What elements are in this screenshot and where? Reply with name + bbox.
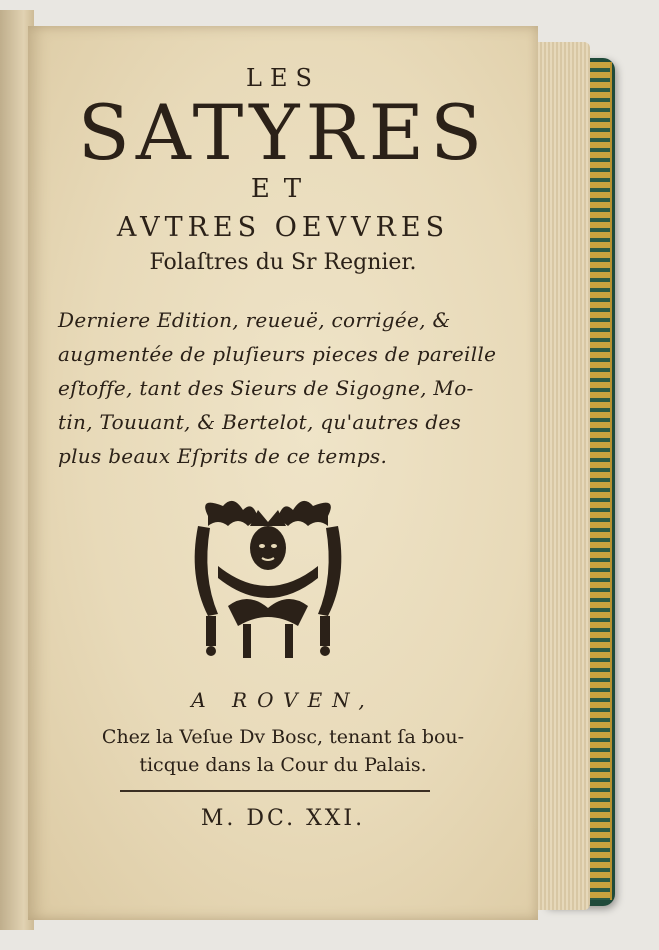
title-et: ET — [250, 174, 316, 204]
subtitle-line-2: augmentée de pluſieurs pieces de pareille — [58, 342, 497, 366]
subtitle-line-5: plus beaux Eſprits de ce temps. — [58, 444, 388, 468]
imprint-date: M. DC. XXI. — [200, 806, 366, 831]
subtitle-line-4: tin, Touuant, & Bertelot, qu'autres des — [58, 410, 462, 434]
imprint-city: A ROVEN, — [191, 688, 375, 712]
imprint-printer-line-2: ticque dans la Cour du Palais. — [139, 754, 427, 776]
imprint-printer-line-1: Chez la Veſue Dv Bosc, tenant ſa bou- — [101, 726, 465, 748]
title-page — [28, 26, 538, 920]
woodcut-head-ornament-icon — [188, 496, 348, 661]
title-folastres: Folaſtres du Sr Regnier. — [149, 250, 417, 275]
gilt-border-tooling — [588, 62, 612, 900]
subtitle-line-3: eſtoffe, tant des Sieurs de Sigogne, Mo- — [58, 376, 474, 400]
title-les: LES — [246, 64, 320, 92]
title-autres-oeuvres: AVTRES OEVVRES — [116, 212, 450, 243]
imprint-rule — [120, 790, 430, 792]
subtitle-line-1: Derniere Edition, reueuë, corrigée, & — [58, 308, 451, 332]
title-satyres: SATYRES — [77, 88, 489, 177]
